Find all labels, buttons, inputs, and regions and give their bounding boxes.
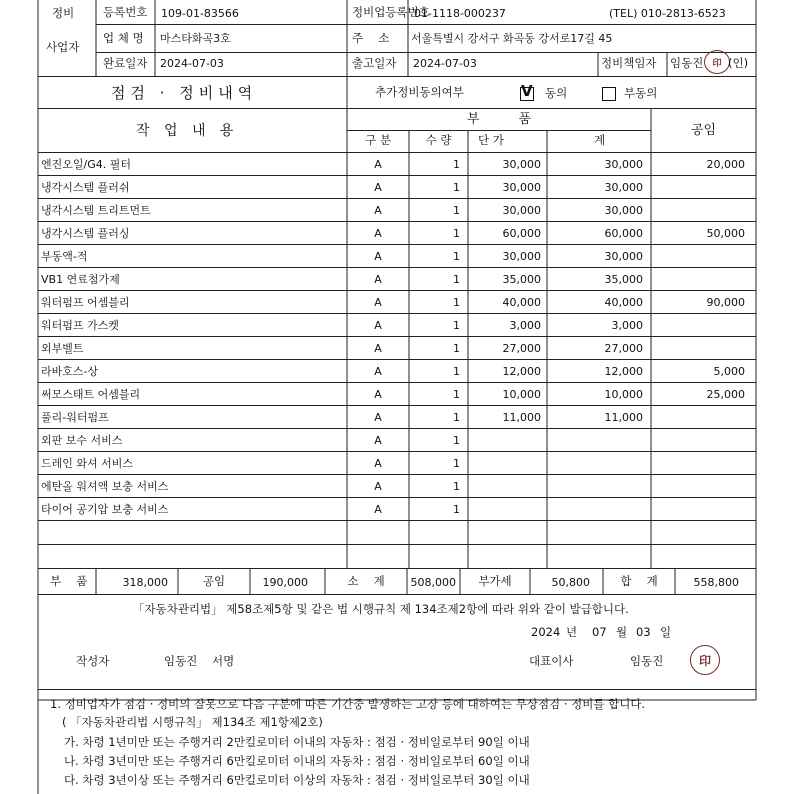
manager-seal-icon: 印	[704, 50, 730, 74]
row-total: 30,000	[604, 250, 643, 263]
row-item: 외판 보수 서비스	[41, 434, 123, 447]
complete-date: 2024-07-03	[160, 57, 224, 70]
totals-sum-label: 합 계	[620, 574, 658, 588]
row-price: 12,000	[502, 365, 541, 378]
row-item: 워터펌프 어셈블리	[41, 296, 130, 309]
row-type: A	[374, 296, 382, 309]
totals-parts: 318,000	[122, 576, 168, 589]
row-item: 워터펌프 가스켓	[41, 319, 119, 332]
tel: (TEL) 010-2813-6523	[609, 7, 726, 20]
totals-subtotal: 508,000	[410, 576, 456, 589]
row-price: 40,000	[502, 296, 541, 309]
row-qty: 1	[453, 388, 460, 401]
col-labor: 공임	[690, 123, 717, 138]
row-total: 40,000	[604, 296, 643, 309]
issue-year: 2024	[531, 625, 561, 639]
row-price: 11,000	[502, 411, 541, 424]
row-labor: 20,000	[706, 158, 745, 171]
note-line-1: 1. 정비업자가 점검 · 정비의 잘못으로 다음 구분에 따른 기간중 발생하는 고장 등에 대하여는 무상점검 · 정비를 합니다.	[50, 697, 646, 711]
manager-label: 정비책임자	[601, 56, 657, 70]
totals-sum: 558,800	[693, 576, 739, 589]
issue-month: 07	[592, 625, 607, 639]
row-total: 27,000	[604, 342, 643, 355]
reg-no-label: 등록번호	[103, 5, 148, 19]
row-item: 라바호스-상	[41, 365, 99, 378]
note-line-3: 가. 차령 1년미만 또는 주행거리 2만킬로미터 이내의 자동차 : 점검 · 정비일로부터 90일 이내	[64, 735, 530, 749]
row-qty: 1	[453, 204, 460, 217]
row-type: A	[374, 365, 382, 378]
issue-day-unit: 일	[660, 625, 672, 639]
row-type: A	[374, 503, 382, 516]
biz-reg-label: 정비업등록번호	[352, 5, 430, 19]
row-qty: 1	[453, 227, 460, 240]
row-total: 11,000	[604, 411, 643, 424]
ceo-name: 임동진	[630, 654, 664, 668]
row-item: 드레인 와셔 서비스	[41, 457, 134, 470]
reg-no: 109-01-83566	[161, 7, 239, 20]
col-price: 단 가	[478, 133, 504, 147]
issue-month-unit: 월	[616, 625, 628, 639]
row-item: 풀리-워터펌프	[41, 411, 109, 424]
complete-date-label: 완료일자	[103, 56, 148, 70]
note-line-4: 나. 차령 3년미만 또는 주행거리 6만킬로미터 이내의 자동차 : 점검 · 정비일로부터 60일 이내	[64, 754, 530, 768]
row-item: 냉각시스템 트리트먼트	[41, 204, 151, 217]
row-type: A	[374, 273, 382, 286]
row-type: A	[374, 319, 382, 332]
row-item: VB1 연료첨가제	[41, 273, 120, 286]
row-item: 엔진오일/G4. 필터	[41, 158, 131, 171]
company-seal-icon: 印	[690, 645, 720, 675]
row-item: 냉각시스템 플러싱	[41, 227, 130, 240]
row-total: 35,000	[604, 273, 643, 286]
row-qty: 1	[453, 411, 460, 424]
col-work: 작 업 내 용	[136, 123, 239, 139]
row-qty: 1	[453, 480, 460, 493]
row-price: 30,000	[502, 204, 541, 217]
row-item: 에탄올 워셔액 보충 서비스	[41, 480, 169, 493]
company-name: 마스타화곡3호	[160, 32, 231, 45]
totals-vat-label: 부가세	[478, 574, 512, 588]
shop-label-2: 사업자	[46, 40, 80, 54]
sign-label: 서명	[212, 654, 235, 668]
row-qty: 1	[453, 158, 460, 171]
shop-label: 정비	[52, 6, 75, 20]
col-type: 구 분	[365, 133, 391, 147]
row-total: 12,000	[604, 365, 643, 378]
row-type: A	[374, 457, 382, 470]
row-type: A	[374, 342, 382, 355]
row-type: A	[374, 434, 382, 447]
row-item: 냉각시스템 플러쉬	[41, 181, 130, 194]
biz-reg-no: 01-1118-000237	[414, 7, 506, 20]
address: 서울특별시 강서구 화곡동 강서로17길 45	[411, 32, 613, 45]
row-qty: 1	[453, 457, 460, 470]
manager-name: 임동진	[670, 56, 704, 70]
row-qty: 1	[453, 365, 460, 378]
totals-vat: 50,800	[551, 576, 590, 589]
row-qty: 1	[453, 434, 460, 447]
row-labor: 25,000	[706, 388, 745, 401]
row-item: 써모스태트 어셈블리	[41, 388, 141, 401]
company-label: 업 체 명	[103, 31, 144, 45]
row-item: 부동액-적	[41, 250, 88, 263]
row-type: A	[374, 480, 382, 493]
row-type: A	[374, 204, 382, 217]
row-type: A	[374, 227, 382, 240]
row-total: 30,000	[604, 204, 643, 217]
check-mark-icon: V	[521, 82, 533, 100]
row-price: 10,000	[502, 388, 541, 401]
totals-subtotal-label: 소 계	[347, 574, 385, 588]
row-price: 27,000	[502, 342, 541, 355]
totals-parts-label: 부 품	[50, 574, 88, 588]
row-type: A	[374, 250, 382, 263]
writer-label: 작성자	[76, 654, 110, 668]
totals-labor: 190,000	[262, 576, 308, 589]
issue-day: 03	[636, 625, 651, 639]
row-qty: 1	[453, 250, 460, 263]
row-price: 60,000	[502, 227, 541, 240]
issue-statement: 「자동차관리법」 제58조제5항 및 같은 법 시행규칙 제 134조제2항에 따라 위와 같이 발급합니다.	[133, 602, 629, 616]
writer-name: 임동진	[164, 654, 198, 668]
col-total: 계	[594, 133, 606, 147]
consent-no-label: 부동의	[624, 86, 658, 100]
row-type: A	[374, 388, 382, 401]
row-price: 3,000	[509, 319, 541, 332]
note-line-2: ( 「자동차관리법 시행규칙」 제134조 제1항제2호)	[62, 715, 323, 729]
col-parts: 부 품	[466, 112, 532, 127]
row-type: A	[374, 411, 382, 424]
row-total: 3,000	[611, 319, 643, 332]
row-qty: 1	[453, 181, 460, 194]
row-item: 타이어 공기압 보충 서비스	[41, 503, 169, 516]
row-price: 30,000	[502, 181, 541, 194]
row-qty: 1	[453, 296, 460, 309]
row-labor: 5,000	[713, 365, 745, 378]
ceo-label: 대표이사	[529, 654, 574, 668]
row-price: 30,000	[502, 158, 541, 171]
row-item: 외부벨트	[41, 342, 84, 355]
issue-year-unit: 년	[566, 625, 578, 639]
row-total: 10,000	[604, 388, 643, 401]
row-qty: 1	[453, 273, 460, 286]
row-total: 60,000	[604, 227, 643, 240]
consent-label: 추가정비동의여부	[375, 85, 464, 99]
consent-no-checkbox[interactable]	[602, 87, 616, 101]
row-qty: 1	[453, 342, 460, 355]
consent-yes-label: 동의	[545, 86, 568, 100]
row-labor: 50,000	[706, 227, 745, 240]
seal-suffix: (인)	[728, 56, 749, 70]
row-total: 30,000	[604, 158, 643, 171]
section-title: 점검 · 정비내역	[111, 84, 258, 102]
row-labor: 90,000	[706, 296, 745, 309]
release-date: 2024-07-03	[413, 57, 477, 70]
row-type: A	[374, 158, 382, 171]
row-price: 30,000	[502, 250, 541, 263]
col-qty: 수 량	[425, 133, 452, 147]
totals-labor-label: 공임	[202, 574, 226, 588]
note-line-5: 다. 차령 3년이상 또는 주행거리 6만킬로미터 이상의 자동차 : 점검 · 정비일로부터 30일 이내	[64, 773, 530, 787]
row-qty: 1	[453, 319, 460, 332]
address-label: 주 소	[352, 31, 390, 45]
row-price: 35,000	[502, 273, 541, 286]
release-date-label: 출고일자	[352, 56, 397, 70]
row-total: 30,000	[604, 181, 643, 194]
row-type: A	[374, 181, 382, 194]
row-qty: 1	[453, 503, 460, 516]
